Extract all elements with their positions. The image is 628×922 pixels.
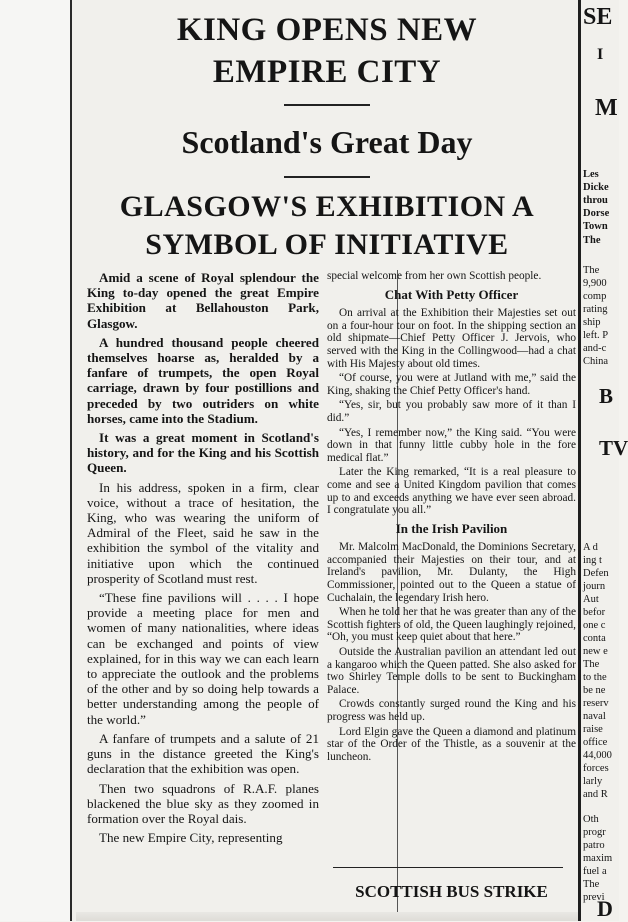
left-edge-adjacent-page — [0, 0, 70, 921]
paragraph: On arrival at the Exhibition their Majesties set out on a four-hour tour on foot. In the shipping section an old shipmate—Chief Petty Officer J. Jervois, who served with the King in the Collingwood—had a chat with His Majesty about old times. — [327, 307, 576, 370]
edge-text: reserv — [583, 698, 609, 709]
edge-text: and R — [583, 789, 608, 800]
paragraph: Crowds constantly surged round the King and his progress was held up. — [327, 698, 576, 723]
edge-text: Oth — [583, 814, 599, 825]
edge-text: be ne — [583, 685, 606, 696]
bus-strike-heading: SCOTTISH BUS STRIKE — [355, 882, 548, 901]
paragraph: special welcome from her own Scottish people. — [327, 270, 542, 282]
subheading-petty-officer: Chat With Petty Officer — [384, 286, 519, 302]
edge-text: A d — [583, 542, 598, 553]
paragraph: A hundred thousand people cheered themselves hoarse as, heralded by a fanfare of trumpets, the open Royal carriage, drawn by four postillions and preceded by two outriders on white horses, came into the Stadium. — [87, 334, 319, 426]
edge-text: Aut — [583, 594, 599, 605]
paragraph: “Yes, I remember now,” the King said. “You were down in that funny little cubby hole in the fore medical flat.” — [327, 426, 576, 464]
edge-text: Dorse — [583, 208, 610, 219]
paragraph: In his address, spoken in a firm, clear voice, without a trace of hesitation, the King, who was wearing the uniform of Admiral of the Fleet, said he saw in the exhibition the symbol of the vitality and initiative upon which the continued prosperity of Scotland must rest. — [87, 479, 319, 586]
paragraph: Later the King remarked, “It is a real pleasure to come and see a United Kingdom pavilion that comes up to and exceeds anything we have ever seen abroad. I congratulate you all.” — [327, 466, 576, 517]
edge-text: The — [583, 879, 600, 890]
edge-text: journ — [583, 581, 606, 592]
edge-text: The — [583, 659, 600, 670]
edge-text: comp — [583, 291, 607, 302]
edge-heading: M — [595, 95, 618, 121]
paragraph: A fanfare of trumpets and a salute of 21 guns in the distance greeted the King's declaration that the exhibition was open. — [87, 730, 319, 777]
edge-text: Les — [583, 169, 599, 180]
edge-text: throu — [583, 195, 608, 206]
deck-line-2: SYMBOL OF INITIATIVE — [145, 228, 509, 261]
edge-heading: I — [597, 46, 604, 63]
article-column-right — [327, 270, 576, 765]
edge-text: previ — [583, 892, 605, 903]
subheadline-divider — [284, 176, 370, 178]
headline-divider — [284, 104, 370, 106]
headline-line-2: EMPIRE CITY — [212, 54, 442, 90]
article — [76, 0, 578, 921]
edge-text: forces — [583, 763, 609, 774]
edge-text: The — [583, 235, 601, 246]
edge-text: fuel a — [583, 866, 607, 877]
paragraph: When he told her that he was greater than any of the Scottish fighters of old, the Queen laughingly rejoined, “Oh, you must keep quiet about that here.” — [327, 606, 576, 644]
edge-text: rating — [583, 304, 608, 315]
edge-heading: TV — [599, 436, 628, 460]
edge-text: left. P — [583, 330, 609, 341]
subheading-irish-pavilion: In the Irish Pavilion — [395, 520, 508, 536]
edge-text: and-c — [583, 343, 607, 354]
edge-text: Defen — [583, 568, 609, 579]
edge-text: new e — [583, 646, 608, 657]
edge-text: Town — [583, 221, 608, 232]
paragraph: Outside the Australian pavilion an attendant led out a kangaroo which the Queen patted. She also asked for two Shirley Temple dolls to be sent to Buckingham Palace. — [327, 646, 576, 696]
paragraph: Lord Elgin gave the Queen a diamond and platinum star of the Order of the Thistle, as a souvenir at the luncheon. — [327, 725, 576, 763]
left-column-rule — [70, 0, 72, 921]
edge-heading: B — [599, 384, 614, 408]
edge-text: office — [583, 737, 608, 748]
subheadline: Scotland's Great Day — [181, 124, 473, 160]
paragraph: Mr. Malcolm MacDonald, the Dominions Secretary, accompanied their Majesties on their tour, and at Ireland's pavilion, Mr. Dulanty, the High Commissioner, pointed out to the Queen a statue of Cuchalain, the legendary Irish hero. — [327, 541, 576, 604]
edge-text: conta — [583, 633, 606, 644]
paragraph: Then two squadrons of R.A.F. planes blackened the blue sky as they zoomed in formation over the Royal dais. — [87, 780, 319, 826]
edge-text: befor — [583, 607, 606, 618]
edge-text: larly — [583, 776, 603, 787]
deck-line-1: GLASGOW'S EXHIBITION A — [119, 190, 535, 223]
paragraph: “These fine pavilions will . . . . I hope provide a meeting place for men and women of many nationalities, where ideas can be exchanged and points of view explained, for in this way we can each learn to appreciate the outlook and the problems of the other and by so doing help towards a better understanding among the people of the world.” — [87, 590, 319, 727]
edge-text: naval — [583, 711, 606, 722]
article-column-left — [87, 270, 319, 849]
edge-text: to the — [583, 672, 607, 683]
edge-text: one c — [583, 620, 606, 631]
edge-text: ing t — [583, 555, 602, 566]
edge-text: Dicke — [583, 182, 609, 193]
edge-text: raise — [583, 724, 603, 735]
section-rule — [333, 867, 563, 868]
paragraph: “Of course, you were at Jutland with me,” said the King, shaking the Chief Petty Officer's hand. — [327, 372, 576, 397]
lead-paragraph: Amid a scene of Royal splendour the King to-day opened the great Empire Exhibition at Bellahouston Park, Glasgow. — [87, 270, 319, 331]
edge-text: patro — [583, 840, 605, 851]
edge-text: China — [583, 356, 609, 367]
edge-text: ship — [583, 317, 601, 328]
headline-line-1: KING OPENS NEW — [176, 12, 478, 48]
paragraph: “Yes, sir, but you probably saw more of it than I did.” — [327, 399, 576, 424]
edge-heading: SE — [583, 4, 613, 30]
edge-heading: D — [597, 896, 613, 921]
edge-text: progr — [583, 827, 606, 838]
edge-text: The — [583, 265, 600, 276]
edge-text: 44,000 — [583, 750, 612, 761]
page-bottom-edge — [76, 912, 578, 921]
edge-text: 9,900 — [583, 278, 607, 289]
right-column-rule — [578, 0, 581, 921]
adjacent-column-right — [583, 0, 628, 921]
paragraph: It was a great moment in Scotland's history, and for the King and his Scottish Queen. — [87, 430, 319, 476]
paragraph: The new Empire City, representing — [99, 830, 283, 846]
edge-text: maxim — [583, 853, 613, 864]
